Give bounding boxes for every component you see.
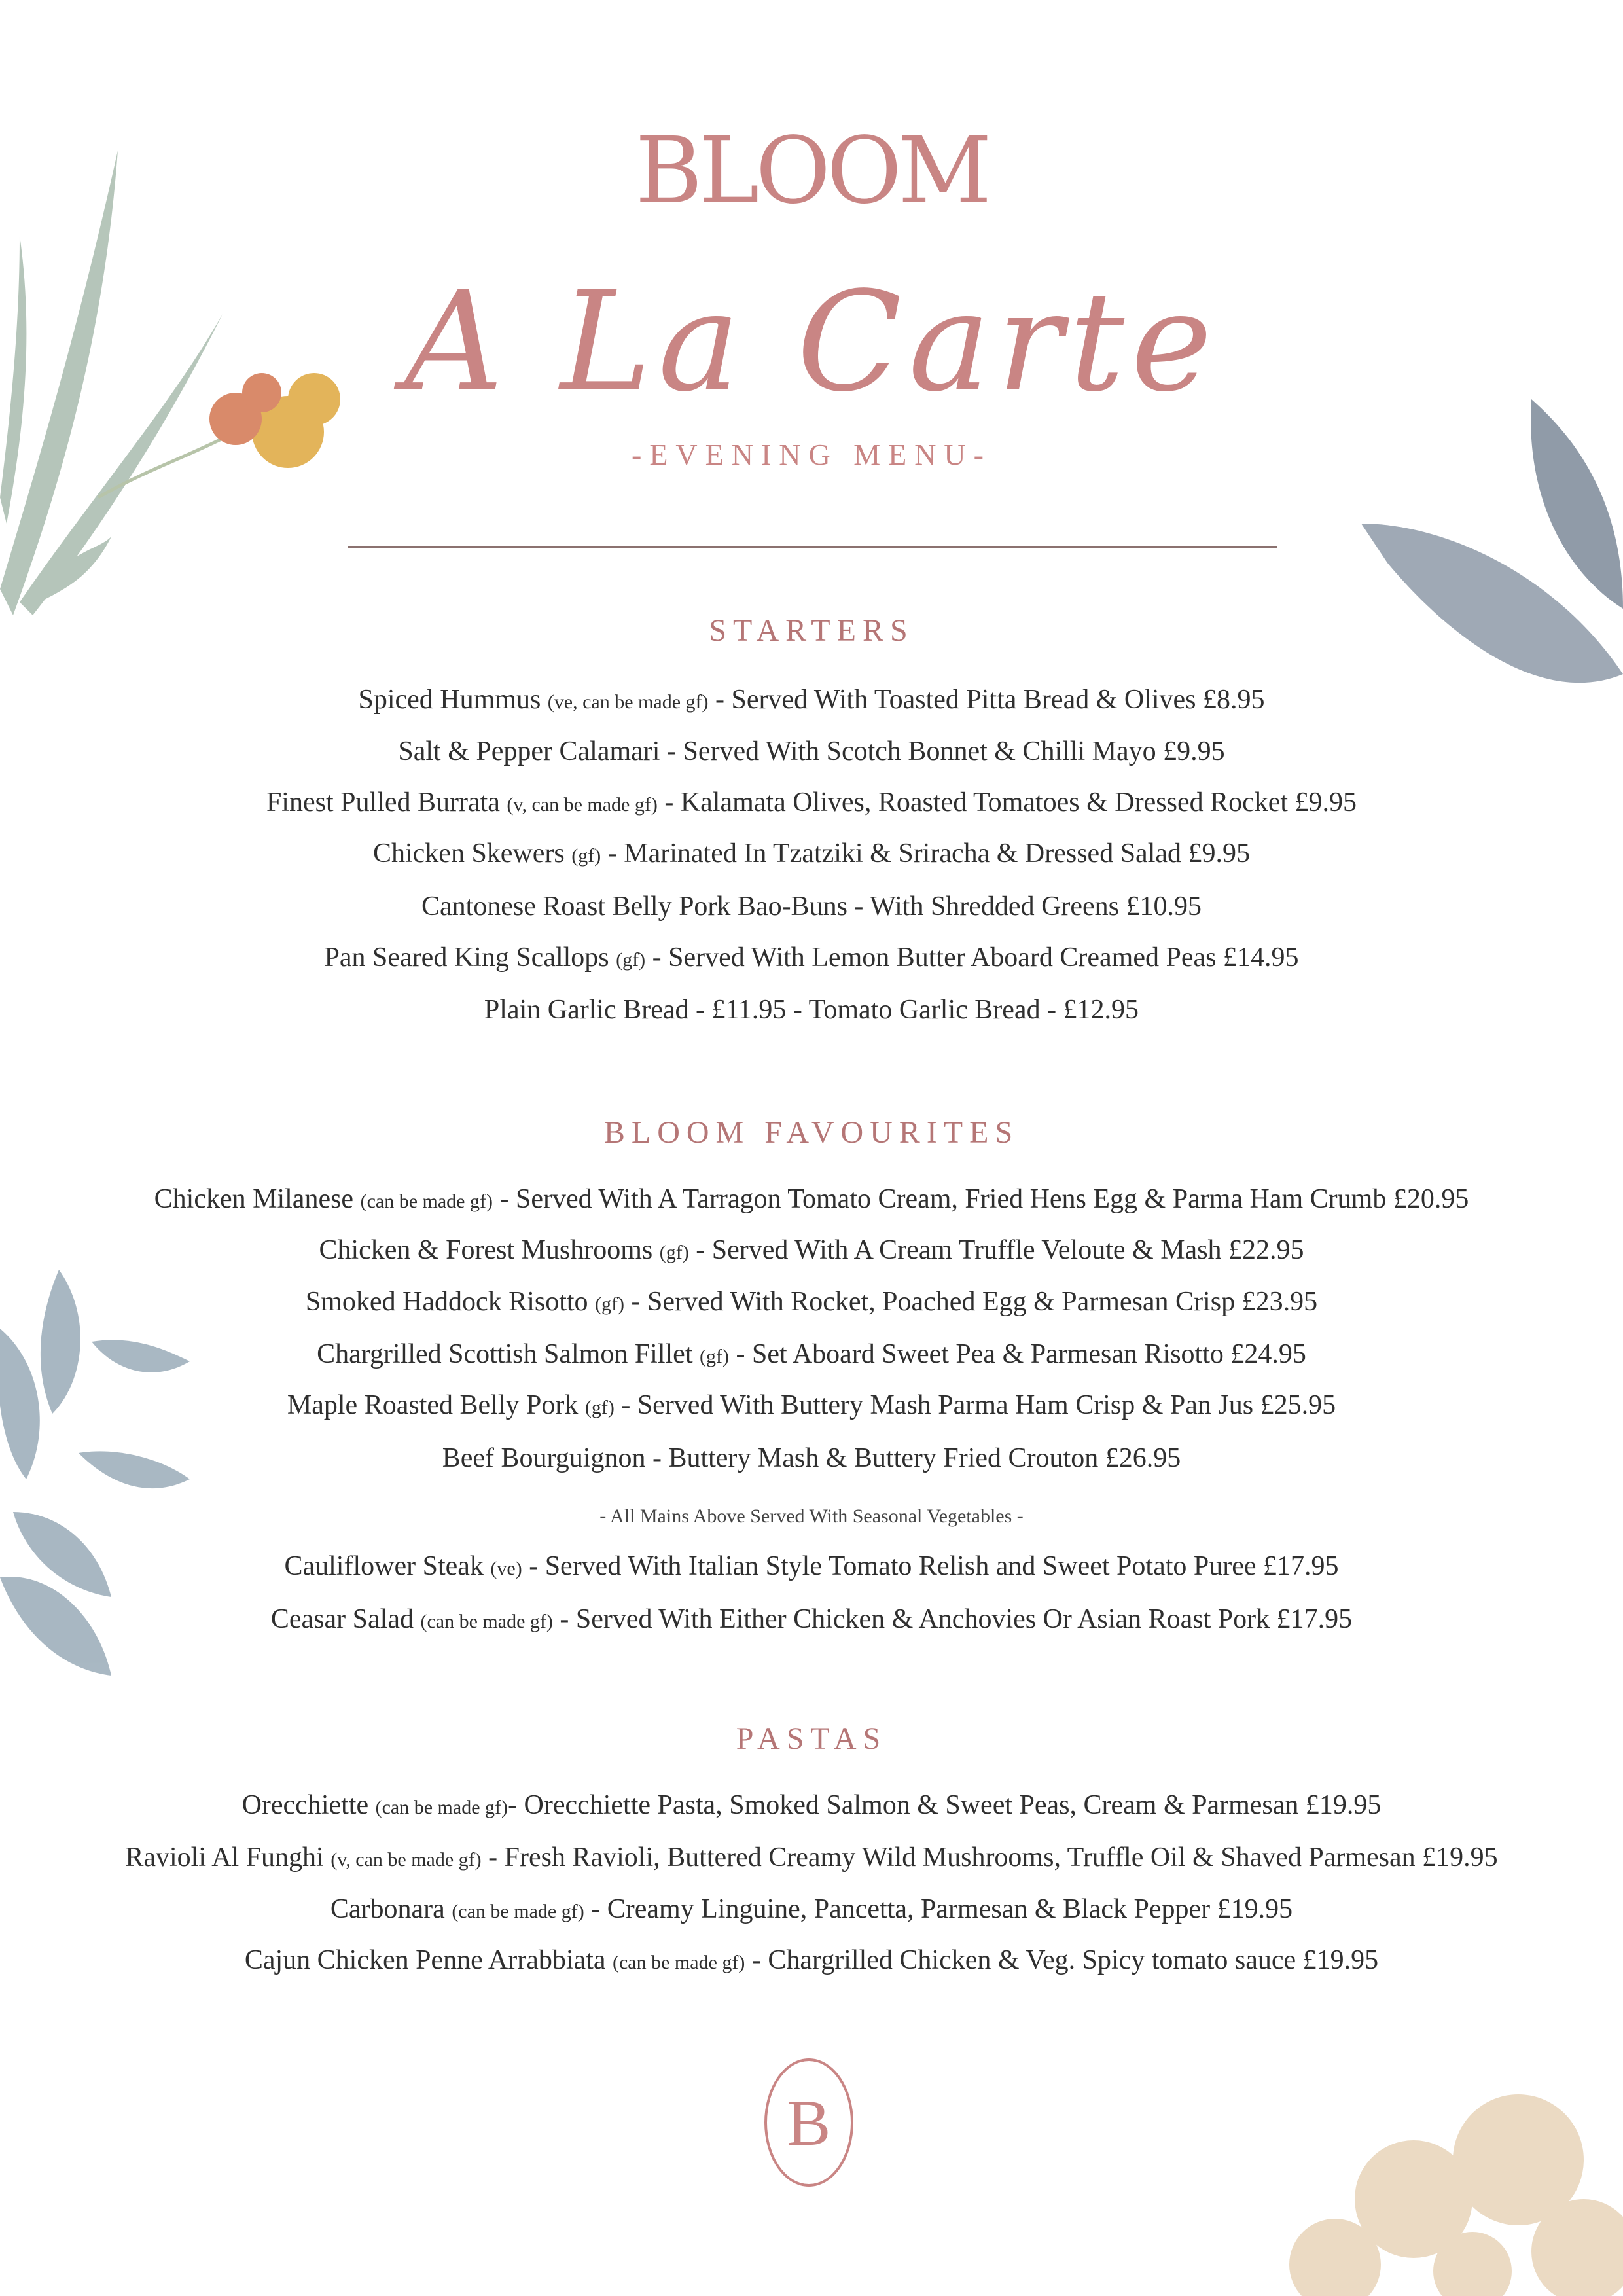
item-description: - Served With Scotch Bonnet & Chilli Mayo £9.95 [660, 736, 1225, 766]
item-description: - Served With Lemon Butter Aboard Creamed Peas £14.95 [645, 942, 1299, 973]
item-description: - Fresh Ravioli, Buttered Creamy Wild Mushrooms, Truffle Oil & Shaved Parmesan £19.95 [481, 1842, 1498, 1873]
item-qualifier: (can be made gf) [613, 1952, 745, 1973]
item-qualifier: (gf) [700, 1346, 729, 1367]
item-name: Smoked Haddock Risotto [305, 1287, 588, 1317]
item-description: - Set Aboard Sweet Pea & Parmesan Risotto £24.95 [728, 1339, 1306, 1369]
menu-item [0, 1338, 1623, 1370]
item-qualifier: (gf) [584, 1397, 615, 1418]
menu-item [0, 1789, 1623, 1821]
item-qualifier: (can be made gf) [375, 1797, 508, 1818]
item-description: - Kalamata Olives, Roasted Tomatoes & Dressed Rocket £9.95 [657, 787, 1357, 817]
menu-item [0, 1893, 1623, 1925]
item-description: - Served With Italian Style Tomato Relish and Sweet Potato Puree £17.95 [522, 1551, 1339, 1581]
item-description: - Served With A Tarragon Tomato Cream, Fried Hens Egg & Parma Ham Crumb £20.95 [492, 1184, 1469, 1214]
item-qualifier: (can be made gf) [420, 1611, 553, 1632]
item-name: Chicken Skewers [372, 838, 565, 869]
item-qualifier: (ve, can be made gf) [547, 691, 709, 713]
item-description: - Buttery Mash & Buttery Fried Crouton £26.95 [645, 1443, 1181, 1473]
monogram-logo [764, 2058, 853, 2187]
item-name: Orecchiette [241, 1790, 369, 1820]
item-qualifier: (gf) [659, 1242, 689, 1263]
item-name: Salt & Pepper Calamari [398, 736, 660, 766]
item-description: - Served With A Cream Truffle Veloute & Mash £22.95 [688, 1235, 1304, 1265]
menu-item [0, 891, 1623, 922]
item-name: Chicken Milanese [154, 1184, 354, 1214]
menu-item [0, 1604, 1623, 1635]
section-title-favourites: BLOOM FAVOURITES [603, 1115, 1020, 1150]
section-title-starters: STARTERS [709, 613, 914, 648]
item-name: Cajun Chicken Penne Arrabbiata [244, 1945, 606, 1975]
menu-item [0, 736, 1623, 767]
item-name: Ceasar Salad [270, 1604, 414, 1634]
item-description: - Creamy Linguine, Pancetta, Parmesan & Black Pepper £19.95 [584, 1894, 1293, 1924]
item-description: - £11.95 - Tomato Garlic Bread - £12.95 [688, 995, 1139, 1025]
item-qualifier: (gf) [595, 1293, 625, 1315]
item-qualifier: (gf) [571, 845, 601, 867]
item-name: Chargrilled Scottish Salmon Fillet [317, 1339, 693, 1369]
item-name: Cauliflower Steak [284, 1551, 484, 1581]
item-qualifier: (can be made gf) [360, 1191, 493, 1212]
menu-item [0, 684, 1623, 715]
mains-note: - All Mains Above Served With Seasonal Vegetables - [599, 1505, 1024, 1527]
menu-item [0, 1551, 1623, 1582]
menu-item [0, 1842, 1623, 1873]
item-name: Carbonara [330, 1894, 445, 1924]
brand-logo: BLOOM [635, 118, 988, 224]
item-description: - With Shredded Greens £10.95 [847, 891, 1202, 922]
item-description: - Served With Toasted Pitta Bread & Olives £8.95 [708, 685, 1265, 715]
section-title-pastas: PASTAS [736, 1721, 887, 1756]
menu-item [0, 1443, 1623, 1474]
item-name: Chicken & Forest Mushrooms [319, 1235, 653, 1265]
item-name: Spiced Hummus [358, 685, 541, 715]
menu-item [0, 1390, 1623, 1421]
item-qualifier: (can be made gf) [452, 1901, 584, 1922]
item-name: Beef Bourguignon [442, 1443, 646, 1473]
menu-subtitle: -EVENING MENU- [632, 438, 991, 471]
menu-item [0, 1286, 1623, 1318]
menu-item [0, 994, 1623, 1026]
item-description: - Chargrilled Chicken & Veg. Spicy tomato sauce £19.95 [745, 1945, 1379, 1975]
item-description: - Orecchiette Pasta, Smoked Salmon & Sweet Peas, Cream & Parmesan £19.95 [508, 1790, 1382, 1820]
item-name: Plain Garlic Bread [484, 995, 689, 1025]
item-qualifier: (gf) [616, 949, 646, 971]
item-name: Maple Roasted Belly Pork [287, 1390, 579, 1420]
menu-item [0, 787, 1623, 818]
divider [348, 546, 1277, 548]
item-qualifier: (v, can be made gf) [330, 1849, 482, 1871]
menu-item [0, 942, 1623, 973]
item-description: - Served With Rocket, Poached Egg & Parmesan Crisp £23.95 [624, 1287, 1318, 1317]
item-name: Cantonese Roast Belly Pork Bao-Buns [421, 891, 847, 922]
menu-item [0, 1234, 1623, 1266]
item-qualifier: (ve) [490, 1558, 522, 1579]
monogram-letter: B [787, 2086, 831, 2159]
menu-title: A La Carte [404, 262, 1219, 422]
menu-item [0, 838, 1623, 869]
item-name: Pan Seared King Scallops [324, 942, 609, 973]
item-description: - Served With Buttery Mash Parma Ham Crisp & Pan Jus £25.95 [614, 1390, 1336, 1420]
item-name: Finest Pulled Burrata [266, 787, 500, 817]
item-description: - Served With Either Chicken & Anchovies Or Asian Roast Pork £17.95 [552, 1604, 1353, 1634]
item-qualifier: (v, can be made gf) [507, 794, 658, 816]
item-name: Ravioli Al Funghi [125, 1842, 324, 1873]
menu-item [0, 1945, 1623, 1976]
item-description: - Marinated In Tzatziki & Sriracha & Dressed Salad £9.95 [601, 838, 1251, 869]
flowers-bottom-right-illustration [1257, 2055, 1623, 2296]
menu-item [0, 1183, 1623, 1215]
